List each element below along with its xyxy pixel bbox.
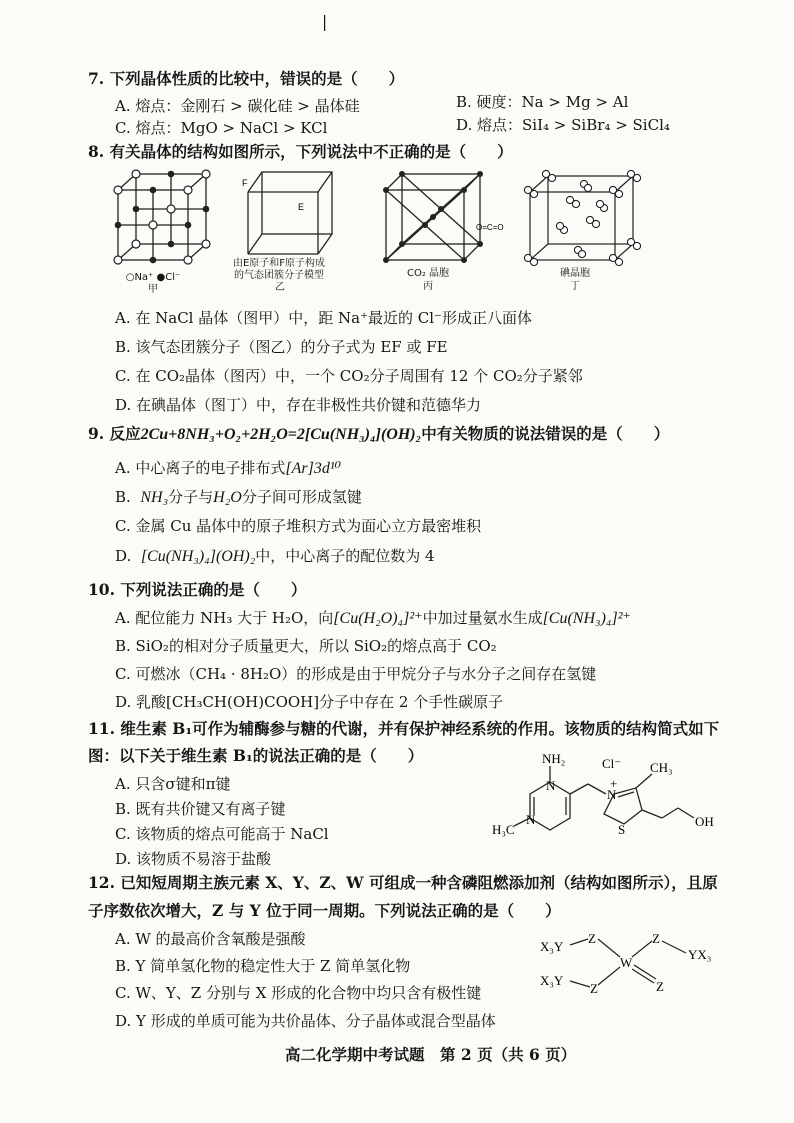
q7-option-b: B. 硬度：Na > Mg > Al (456, 93, 629, 111)
struct-w: W (620, 955, 633, 970)
mol-n-top: N (546, 778, 556, 793)
mol-n-plus: N (607, 787, 617, 802)
q12-option-c: C. W、Y、Z 分别与 X 形成的化合物中均只含有极性键 (115, 984, 482, 1002)
q11-option-a: A. 只含σ键和π键 (115, 775, 231, 793)
figure-iodine (520, 170, 650, 300)
q9-option-c: C. 金属 Cu 晶体中的原子堆积方式为面心立方最密堆积 (115, 517, 482, 535)
q9-stem-suffix: 中有关物质的说法错误的是（ ） (421, 424, 670, 443)
q10-a-formula-1: [Cu(H₂O)₄]²⁺ (333, 610, 423, 627)
q12-structure (540, 925, 730, 1000)
q11-option-d: D. 该物质不易溶于盐酸 (115, 850, 272, 868)
q8-option-a: A. 在 NaCl 晶体（图甲）中，距 Na⁺最近的 Cl⁻形成正八面体 (115, 309, 532, 327)
cluster-label-e: E (298, 202, 305, 212)
struct-x3y-top: X₃Y (540, 939, 564, 954)
q9-a-text: A. 中心离子的电子排布式 (115, 459, 286, 477)
mol-oh: OH (695, 814, 714, 829)
q10-option-c: C. 可燃冰（CH₄ · 8H₂O）的形成是由于甲烷分子与水分子之间存在氢键 (115, 665, 597, 683)
q8-option-b: B. 该气态团簇分子（图乙）的分子式为 EF 或 FE (115, 338, 448, 356)
struct-z1: Z (588, 931, 596, 946)
q12-stem-line-2: 子序数依次增大，Z 与 Y 位于同一周期。下列说法正确的是（ ） (88, 901, 561, 920)
q11-stem-line-1: 11. 维生素 B₁可作为辅酶参与糖的代谢，并有保护神经系统的作用。该物质的结构简式如下 (88, 719, 720, 738)
mol-s: S (618, 822, 626, 837)
q11-option-c: C. 该物质的熔点可能高于 NaCl (115, 825, 329, 843)
q10-a-text-1: A. 配位能力 NH₃ 大于 H₂O，向 (115, 609, 334, 627)
q9-d-text: 中，中心离子的配位数为 4 (255, 547, 435, 565)
q9-d-label: D. (115, 547, 132, 565)
q10-option-b: B. SiO₂的相对分子质量更大，所以 SiO₂的熔点高于 CO₂ (115, 637, 497, 655)
figure-iodine-desc: 碘晶胞 (560, 268, 590, 279)
q10-option-d: D. 乳酸[CH₃CH(OH)COOH]分子中存在 2 个手性碳原子 (115, 693, 504, 711)
q7-option-c: C. 熔点：MgO > NaCl > KCl (115, 119, 328, 137)
q9-option-b (115, 487, 362, 508)
q9-b-text-1: 分子与 (168, 488, 214, 506)
mol-n-left: N (526, 812, 536, 827)
figure-iodine-label: 丁 (570, 281, 580, 292)
q11-option-b: B. 既有共价键又有离子键 (115, 800, 286, 818)
figure-nacl-legend: ○Na⁺ ●Cl⁻ (125, 272, 181, 283)
struct-x3y-bot: X₃Y (540, 973, 564, 988)
mol-cl: Cl⁻ (602, 756, 622, 771)
struct-z3: Z (590, 981, 598, 996)
q9-a-formula: [Ar]3d¹⁰ (285, 460, 342, 477)
figure-nacl (108, 170, 218, 300)
figure-co2-desc: CO₂ 晶胞 (406, 268, 450, 279)
top-mark: | (322, 13, 328, 31)
q9-b-formula-2: H₂O (213, 489, 242, 506)
q9-option-a (115, 458, 341, 479)
vitamin-b1-structure (490, 752, 720, 852)
q10-stem: 10. 下列说法正确的是（ ） (88, 580, 307, 599)
figure-cluster-label: 乙 (275, 282, 285, 293)
mol-h3c: H₃C (492, 822, 515, 837)
co2-label: O=C=O (476, 223, 504, 232)
q9-stem (88, 424, 669, 445)
q8-stem: 8. 有关晶体的结构如图所示，下列说法中不正确的是（ ） (88, 142, 513, 161)
figure-co2-label: 丙 (423, 281, 433, 292)
page-footer: 高二化学期中考试题 第 2 页（共 6 页） (285, 1045, 577, 1064)
q11-stem-line-2: 图：以下关于维生素 B₁的说法正确的是（ ） (88, 746, 424, 765)
figure-cluster (232, 170, 350, 300)
struct-z2: Z (652, 931, 660, 946)
mol-plus: + (610, 776, 618, 791)
q12-option-a: A. W 的最高价含氧酸是强酸 (115, 930, 306, 948)
q12-option-d: D. Y 形成的单质可能为共价晶体、分子晶体或混合型晶体 (115, 1012, 496, 1030)
q10-option-a (115, 608, 631, 629)
q7-stem: 7. 下列晶体性质的比较中，错误的是（ ） (88, 69, 405, 88)
figure-cluster-desc: 由E原子和F原子构成的气态团簇分子模型 (232, 258, 326, 281)
q9-b-text-2: 分子间可形成氢键 (241, 488, 362, 506)
q12-stem-line-1: 12. 已知短周期主族元素 X、Y、Z、W 可组成一种含磷阻燃添加剂（结构如图所示），且原 (88, 873, 718, 892)
mol-ch3: CH₃ (650, 760, 673, 775)
q9-b-formula-1: NH₃ (140, 489, 169, 506)
q9-b-label: B. (115, 488, 131, 506)
q8-option-c: C. 在 CO₂晶体（图丙）中，一个 CO₂分子周围有 12 个 CO₂分子紧邻 (115, 367, 583, 385)
q9-equation: 2Cu+8NH₃+O₂+2H₂O=2[Cu(NH₃)₄](OH)₂ (140, 426, 422, 443)
q8-option-d: D. 在碘晶体（图丁）中，存在非极性共价键和范德华力 (115, 396, 482, 414)
q12-option-b: B. Y 简单氢化物的稳定性大于 Z 简单氢化物 (115, 957, 411, 975)
q10-a-text-2: 中加过量氨水生成 (422, 609, 543, 627)
figure-co2 (378, 170, 508, 300)
q7-option-a: A. 熔点：金刚石 > 碳化硅 > 晶体硅 (115, 97, 360, 115)
cluster-label-f: F (242, 178, 248, 188)
figure-nacl-label: 甲 (148, 284, 158, 295)
q9-option-d (115, 546, 435, 567)
q10-a-formula-2: [Cu(NH₃)₄]²⁺ (542, 610, 631, 627)
mol-nh2: NH₂ (542, 751, 566, 766)
struct-yx3: YX₃ (688, 947, 712, 962)
q9-stem-prefix: 9. 反应 (88, 424, 141, 443)
q9-d-formula: [Cu(NH₃)₄](OH)₂ (140, 548, 256, 565)
struct-z4: Z (656, 979, 664, 994)
q7-option-d: D. 熔点：SiI₄ > SiBr₄ > SiCl₄ (456, 116, 670, 134)
